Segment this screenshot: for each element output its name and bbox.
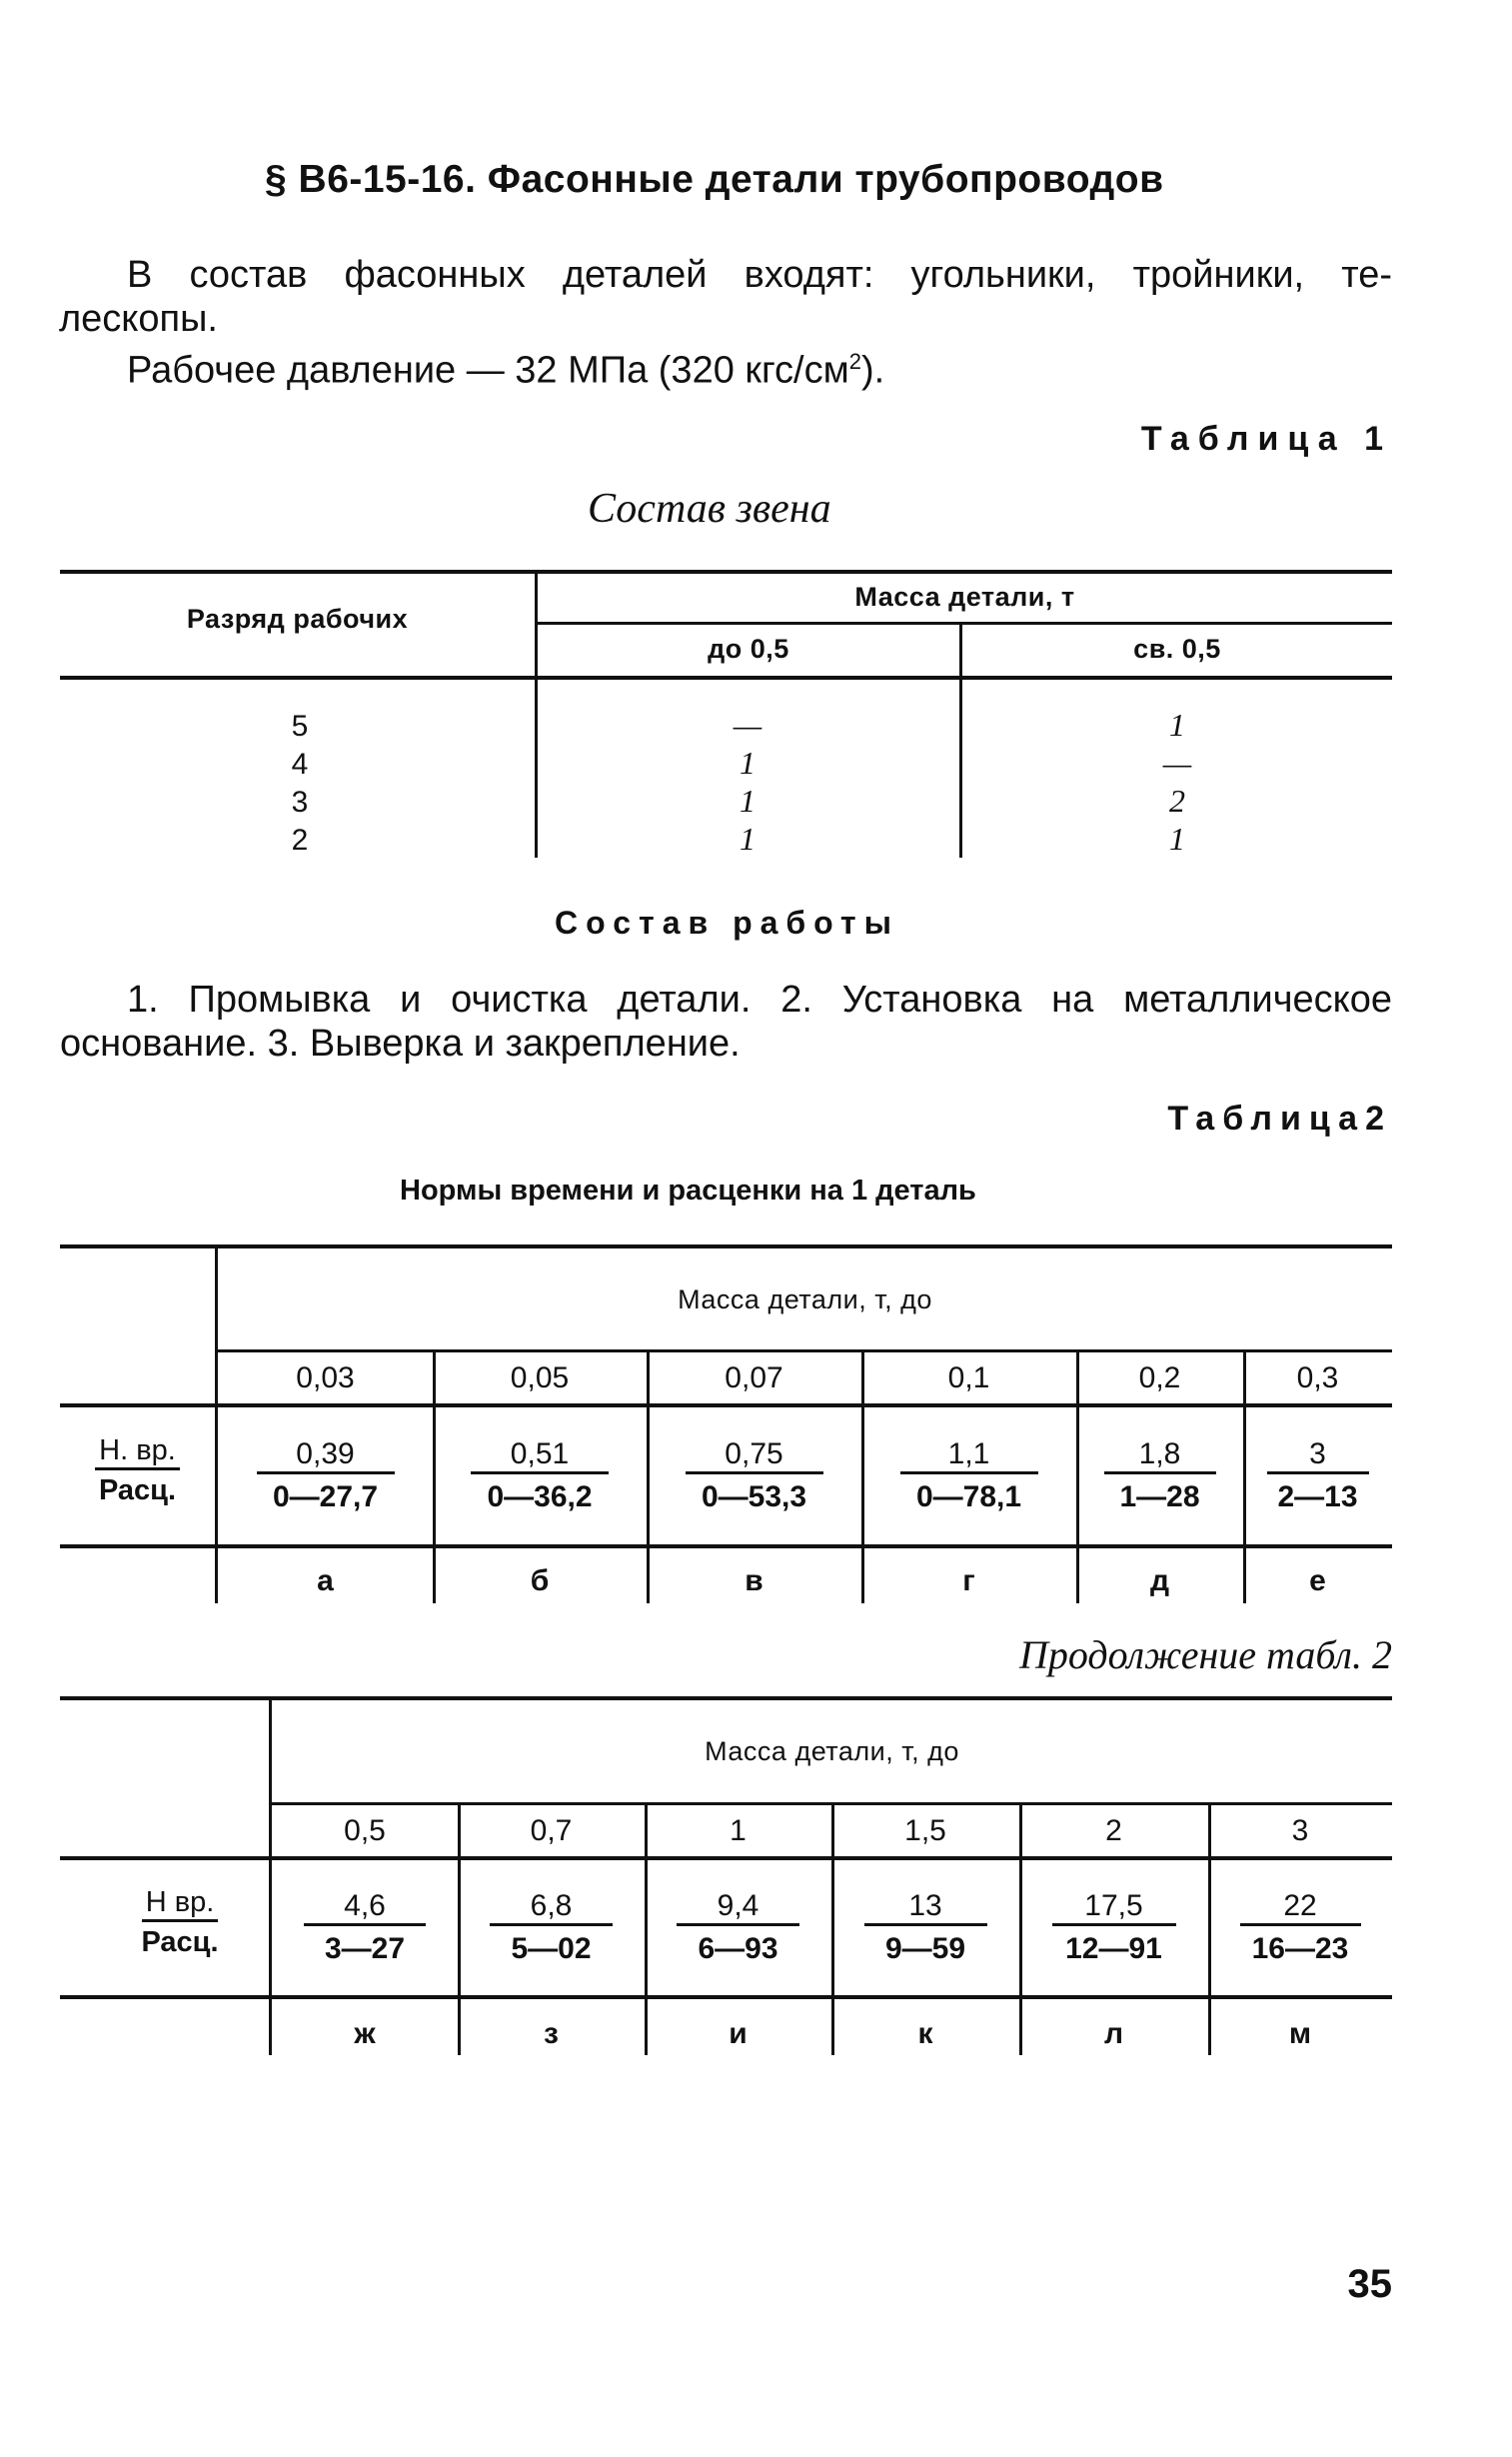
table2-mass-cell: 0,2 <box>1138 1361 1181 1394</box>
table2cont-column-letter: к <box>917 2017 933 2050</box>
table2-time-value: 0,51 <box>471 1437 609 1474</box>
table1-top-rule <box>60 570 1392 574</box>
table1-rank: 4 <box>291 748 309 781</box>
table2-time-value: 0,39 <box>257 1437 395 1474</box>
pressure-end: ). <box>860 349 885 392</box>
table2-column-letter: е <box>1309 1564 1326 1597</box>
table1-upto-values <box>688 706 807 858</box>
table2-norm-cell <box>647 1437 861 1514</box>
table2cont-row-label <box>90 1886 270 1959</box>
table2cont-mass-cell: 2 <box>1105 1814 1122 1847</box>
table2-price-label: Расц. <box>98 1474 177 1506</box>
table2cont-price-value: 9—59 <box>884 1932 966 1965</box>
table2-norm-cell <box>1243 1437 1392 1514</box>
table2cont-time-value: 22 <box>1240 1889 1361 1926</box>
table1-rank-header: Разряд рабочих <box>186 604 409 634</box>
table1-label: Таблица 1 <box>1140 420 1392 458</box>
table2-column-letter: д <box>1149 1564 1170 1597</box>
table2cont-time-value: 6,8 <box>490 1889 613 1926</box>
table2-norm-cell <box>433 1437 647 1514</box>
table2-mass-cell: 0,3 <box>1296 1361 1339 1394</box>
table1-title: Состав звена <box>588 486 831 532</box>
table2cont-mass-cell: 0,5 <box>344 1814 386 1847</box>
work-line-1: 1. Промывка и очистка детали. 2. Установка на металлическое <box>127 979 1392 1021</box>
table2cont-norm-cell <box>272 1889 458 1966</box>
table2-column-letter: а <box>317 1564 334 1597</box>
table2-column-letter: г <box>962 1564 975 1597</box>
page-number: 35 <box>1347 2262 1392 2306</box>
table1-mid-rule <box>537 622 1392 625</box>
pressure-superscript: 2 <box>848 349 861 374</box>
table2-title: Нормы времени и расценки на 1 деталь <box>400 1175 976 1207</box>
table1-upto-value: 1 <box>740 745 756 781</box>
table2-mass-rule <box>216 1349 1392 1352</box>
table2-column-letter: б <box>530 1564 550 1597</box>
table2cont-price-value: 12—91 <box>1065 1932 1162 1965</box>
table1-vline-1 <box>535 573 538 858</box>
intro-line-2: лескопы. <box>59 298 218 340</box>
table2-mass-cell: 0,05 <box>510 1361 570 1394</box>
table2cont-column-letter: м <box>1288 2017 1312 2050</box>
table2cont-price-value: 5—02 <box>511 1932 592 1965</box>
pressure-text: Рабочее давление — 32 МПа (320 кгс/см <box>127 349 849 392</box>
table1-upto-value: 1 <box>740 783 756 819</box>
table2cont-time-value: 4,6 <box>304 1889 426 1926</box>
table2-label: Таблица2 <box>1167 1100 1392 1138</box>
table2cont-mass-cell: 3 <box>1291 1814 1309 1847</box>
table2cont-mass-cell: 1,5 <box>904 1814 946 1847</box>
table2-row-label <box>60 1434 215 1507</box>
table1-rank: 2 <box>291 824 309 857</box>
work-title: Состав работы <box>555 905 899 941</box>
table2cont-norm-cell <box>645 1889 831 1966</box>
table2cont-time-value: 17,5 <box>1052 1889 1176 1926</box>
table2cont-mass-cell: 1 <box>730 1814 747 1847</box>
table2-price-value: 0—78,1 <box>915 1480 1022 1513</box>
table2cont-body-rule <box>60 1995 1392 1999</box>
table1-header-rule <box>60 676 1392 680</box>
table2-price-value: 1—28 <box>1119 1480 1200 1513</box>
table1-rank: 3 <box>291 786 309 819</box>
table2cont-norm-cell <box>1208 1889 1392 1966</box>
table2cont-time-value: 13 <box>864 1889 987 1926</box>
table1-subcol-upto: до 0,5 <box>708 634 789 664</box>
table1-rank: 5 <box>291 710 309 743</box>
table2-time-value: 3 <box>1267 1437 1369 1474</box>
table2-price-value: 0—53,3 <box>701 1480 807 1513</box>
table1-ranks <box>240 708 360 860</box>
table2cont-norm-cell <box>831 1889 1019 1966</box>
table1-over-value: 1 <box>1169 821 1185 857</box>
table2cont-column-letter: ж <box>354 2017 376 2050</box>
intro-line-1: В состав фасонных деталей входят: угольники, тройники, те- <box>127 254 1392 296</box>
table2cont-price-label: Расц. <box>141 1926 219 1958</box>
table2-mass-cell: 0,1 <box>947 1361 990 1394</box>
table2cont-mass-cell: 0,7 <box>530 1814 573 1847</box>
table1-over-value: 2 <box>1169 783 1185 819</box>
table1-over-values <box>1117 706 1237 858</box>
table2cont-column-letter: л <box>1103 2017 1124 2050</box>
table1-over-value: 1 <box>1169 707 1185 743</box>
table2cont-price-value: 3—27 <box>324 1932 406 1965</box>
table2-time-value: 1,1 <box>900 1437 1038 1474</box>
table2cont-price-value: 6—93 <box>698 1932 778 1965</box>
table2cont-time-value: 9,4 <box>677 1889 799 1926</box>
table2-price-value: 0—27,7 <box>272 1480 379 1513</box>
table1-upto-value: — <box>733 707 762 743</box>
table2-mass-cell: 0,07 <box>725 1361 783 1394</box>
table2-price-value: 0—36,2 <box>487 1480 593 1513</box>
table2-norm-cell <box>1076 1437 1243 1514</box>
table2-price-value: 2—13 <box>1277 1480 1358 1513</box>
table2-header-rule <box>60 1403 1392 1407</box>
table1-mass-header: Масса детали, т <box>854 582 1075 612</box>
table2-body-rule <box>60 1544 1392 1548</box>
table2-norm-cell <box>218 1437 433 1514</box>
table2cont-column-letter: и <box>729 2017 748 2050</box>
table2-norm-cell <box>861 1437 1076 1514</box>
table2-time-value: 0,75 <box>686 1437 823 1474</box>
table2-time-value: 1,8 <box>1104 1437 1216 1474</box>
table2cont-norm-cell <box>458 1889 645 1966</box>
table2cont-column-letter: з <box>544 2017 559 2050</box>
table1-upto-value: 1 <box>740 821 756 857</box>
table2-mass-cell: 0,03 <box>296 1361 355 1394</box>
table2cont-mass-header: Масса детали, т, до <box>705 1736 959 1766</box>
intro-paragraph <box>59 253 1392 341</box>
table2cont-top-rule <box>60 1696 1392 1700</box>
work-paragraph <box>60 978 1392 1066</box>
table1-subcol-over: св. 0,5 <box>1133 634 1221 664</box>
table2-time-label: Н. вр. <box>95 1434 180 1470</box>
table2cont-time-label: Н вр. <box>142 1886 219 1922</box>
table2cont-price-value: 16—23 <box>1251 1932 1349 1965</box>
table2-mass-header: Масса детали, т, до <box>678 1284 932 1314</box>
table2cont-norm-cell <box>1019 1889 1208 1966</box>
work-line-2: основание. 3. Выверка и закрепление. <box>60 1023 741 1065</box>
table2cont-title: Продолжение табл. 2 <box>1018 1632 1392 1677</box>
table2-column-letter: в <box>745 1564 763 1597</box>
table2cont-header-rule <box>60 1856 1392 1860</box>
table1-over-value: — <box>1162 745 1192 781</box>
table2-top-rule <box>60 1244 1392 1248</box>
section-heading: § В6-15-16. Фасонные детали трубопроводов <box>265 158 1164 201</box>
pressure-line <box>127 340 884 393</box>
